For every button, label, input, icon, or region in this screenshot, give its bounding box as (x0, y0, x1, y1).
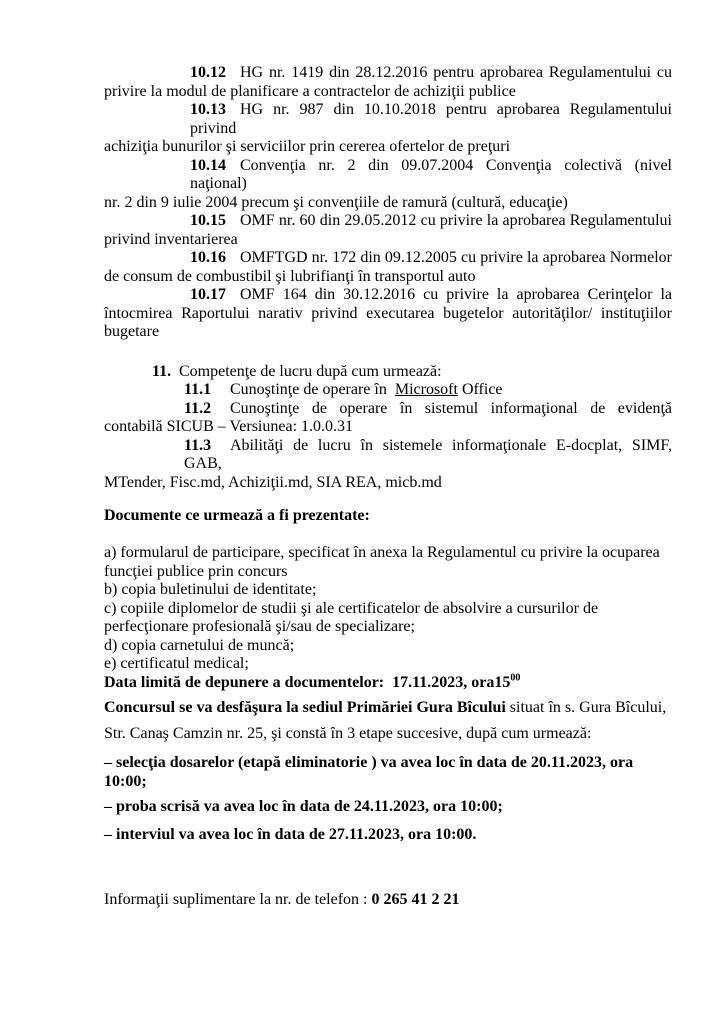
item-10-12-line-1 (104, 64, 672, 83)
doc-item-a-line-2: funcţiei publice prin concurs (104, 562, 288, 580)
item-number: 10.12 (190, 64, 226, 81)
doc-item-c-line-2: perfecţionare profesională şi/sau de specializare; (104, 618, 415, 635)
venue-line-1 (104, 699, 672, 718)
doc-item-b: b) copia buletinului de identitate; (104, 581, 317, 598)
item-text: OMFTGD nr. 172 din 09.12.2005 cu privire la aprobarea Normelor (240, 249, 672, 266)
phone-number: 0 265 41 2 21 (371, 891, 460, 908)
item-text: Abilităţi de lucru în sistemele informaţionale E-docplat, SIMF, GAB, (184, 436, 672, 472)
stage-selection-line-2: 10:00; (104, 772, 147, 790)
item-number: 10.16 (190, 249, 226, 266)
item-text: Cunoştinţe de operare în sistemul informaţional de evidenţă (230, 399, 672, 417)
doc-item-c-line-1: c) copiile diplomelor de studii şi ale certificatelor de absolvire a cursurilor de (104, 599, 599, 617)
item-10-17-line-2: întocmirea Raportului narativ privind executarea bugetelor autorităţilor/ instituţiilor (104, 304, 672, 322)
microsoft-underlined-text: Microsoft (394, 381, 458, 398)
item-10-14-line-2: nr. 2 din 9 iulie 2004 precum şi convenţiile de ramură (cultură, educaţie) (104, 193, 568, 211)
item-text: Competenţe de lucru după cum urmează: (179, 362, 442, 380)
item-text: HG nr. 987 din 10.10.2018 pentru aprobarea Regulamentului privind (190, 101, 672, 137)
item-number: 10.15 (190, 212, 226, 229)
deadline-line (104, 674, 672, 693)
item-11-3-line-1 (104, 437, 672, 474)
item-text: Office (457, 381, 503, 398)
contact-label: Informaţii suplimentare la nr. de telefon : (104, 891, 372, 908)
doc-item-a-line-1: a) formularul de participare, specificat în anexa la Regulamentul cu privire la ocuparea (104, 544, 660, 561)
documents-section-title: Documente ce urmează a fi prezentate: (104, 507, 370, 524)
item-text: Convenţia nr. 2 din 09.07.2004 Convenţia colectivă (nivel naţional) (190, 156, 672, 192)
doc-item-d: d) copia carnetului de muncă; (104, 636, 295, 654)
item-10-15-line-1 (104, 212, 672, 231)
deadline-superscript: 00 (510, 672, 521, 684)
item-text: HG nr. 1419 din 28.12.2016 pentru aprobarea Regulamentului cu (240, 64, 672, 81)
stage-interview: – interviul va avea loc în data de 27.11.2023, ora 10:00. (104, 825, 477, 843)
stage-written-test: – proba scrisă va avea loc în data de 24.11.2023, ora 10:00; (104, 798, 503, 815)
item-number: 11.2 (184, 399, 212, 417)
item-text: OMF nr. 60 din 29.05.2012 cu privire la aprobarea Regulamentului (240, 212, 672, 229)
stage-selection-line-1: – selecţia dosarelor (etapă eliminatorie ) va avea loc în data de 20.11.2023, ora (104, 754, 634, 771)
item-number: 11.3 (184, 436, 212, 454)
item-10-13-line-1 (104, 101, 672, 138)
deadline-text: Data limită de depunere a documentelor: 17.11.2023, ora15 (104, 673, 511, 691)
item-10-17-line-1 (104, 286, 672, 305)
item-number: 10.13 (190, 101, 226, 118)
item-10-13-line-2: achiziţia bunurilor şi serviciilor prin cererea ofertelor de preţuri (104, 138, 511, 155)
venue-regular-text: situat în s. Gura Bîcului, (505, 699, 667, 716)
item-10-15-line-2: privind inventarierea (104, 230, 238, 248)
item-text: OMF 164 din 30.12.2016 cu privire la aprobarea Cerinţelor la (240, 286, 672, 303)
item-number: 10.17 (190, 286, 226, 303)
item-text: Cunoştinţe de operare în (230, 381, 395, 398)
doc-item-e: e) certificatul medical; (104, 655, 249, 672)
item-number: 10.14 (190, 156, 226, 174)
item-10-16-line-1 (104, 249, 672, 268)
contact-info-line (104, 891, 672, 910)
item-11-head (104, 363, 672, 382)
venue-line-2: Str. Canaş Camzin nr. 25, şi constă în 3 etape succesive, după cum urmează: (104, 724, 592, 742)
item-10-14-line-1 (104, 157, 672, 194)
venue-bold-text: Concursul se va desfăşura la sediul Primăriei Gura Bîcului (104, 699, 506, 716)
item-10-12-line-2: privire la modul de planificare a contractelor de achiziţii publice (104, 82, 516, 100)
item-11-3-line-2: MTender, Fisc.md, Achiziţii.md, SIA REA, micb.md (104, 473, 442, 491)
item-11-2-line-2: contabilă SICUB – Versiunea: 1.0.0.31 (104, 418, 354, 435)
item-10-17-line-3: bugetare (104, 323, 160, 340)
item-10-16-line-2: de consum de combustibil şi lubrifianţi în transportul auto (104, 267, 476, 285)
item-number: 11.1 (184, 381, 212, 398)
item-number: 11. (152, 362, 172, 380)
item-11-1 (104, 381, 672, 400)
item-11-2-line-1 (104, 400, 672, 419)
